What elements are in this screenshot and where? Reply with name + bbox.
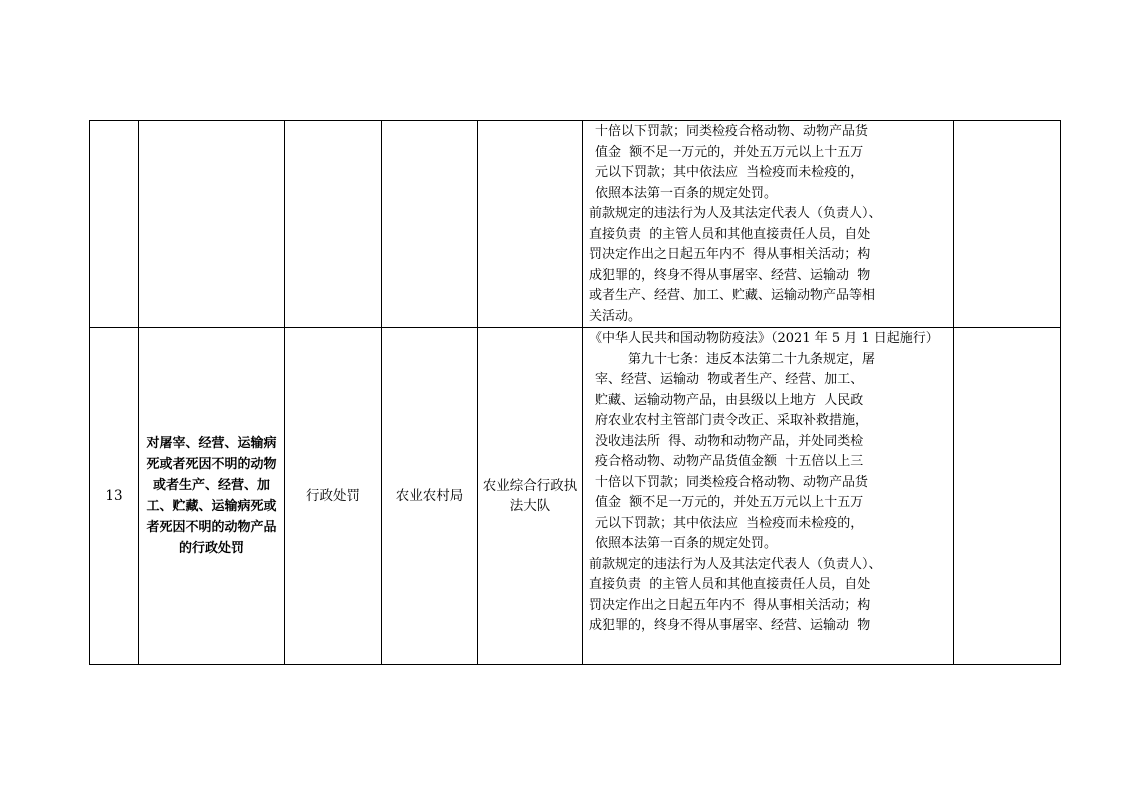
remark-cell [954, 121, 1061, 328]
matter-cell [139, 121, 285, 328]
law-line: 直接负责 的主管人员和其他直接责任人员，自处 [589, 577, 871, 592]
penalty-table [89, 120, 1061, 665]
law-line: 成犯罪的，终身不得从事屠宰、经营、运输动 物 [589, 618, 871, 633]
law-title: 《中华人民共和国动物防疫法》（2021 年 5 月 1 日起施行） [589, 331, 939, 346]
matter-cell: 对屠宰、经营、运输病死或者死因不明的动物或者生产、经营、加工、贮藏、运输病死或者死因不明的动物产品的行政处罚 [139, 328, 285, 665]
law-line: 关活动。 [589, 308, 642, 324]
law-line: 第九十七条：违反本法第二十九条规定，屠 [628, 351, 876, 367]
law-basis-cell [583, 121, 954, 328]
law-line: 成犯罪的，终身不得从事屠宰、经营、运输动 物 [589, 267, 871, 283]
law-line: 前款规定的违法行为人及其法定代表人（负责人）、 [589, 206, 882, 221]
law-line: 前款规定的违法行为人及其法定代表人（负责人）、 [589, 556, 882, 572]
law-line: 府农业农村主管部门责令改正、采取补救措施， [595, 413, 869, 428]
table-row [90, 121, 1061, 328]
law-line: 十倍以下罚款；同类检疫合格动物、动物产品货 [595, 124, 869, 139]
seq-cell: 13 [90, 328, 139, 665]
law-line: 疫合格动物、动物产品货值金额 十五倍以上三 [595, 454, 864, 469]
law-line: 元以下罚款；其中依法应 当检疫而未检疫的， [595, 165, 864, 180]
law-line: 依照本法第一百条的规定处罚。 [595, 185, 778, 201]
law-line: 罚决定作出之日起五年内不 得从事相关活动；构 [589, 597, 871, 613]
law-line: 没收违法所 得、动物和动物产品，并处同类检 [595, 433, 864, 449]
law-line: 十倍以下罚款；同类检疫合格动物、动物产品货 [595, 474, 869, 490]
department-cell: 农业农村局 [382, 328, 478, 665]
law-line: 直接负责 的主管人员和其他直接责任人员，自处 [589, 226, 871, 242]
law-basis-cell [583, 328, 954, 665]
seq-cell [90, 121, 139, 328]
law-line: 宰、经营、运输动 物或者生产、经营、加工、 [595, 372, 864, 387]
executor-cell: 农业综合行政执法大队 [478, 328, 583, 665]
law-line: 罚决定作出之日起五年内不 得从事相关活动；构 [589, 247, 871, 262]
department-cell [382, 121, 478, 328]
law-line: 贮藏、运输动物产品，由县级以上地方 人民政 [595, 392, 864, 408]
table-row [90, 328, 1061, 665]
category-cell [285, 121, 382, 328]
law-line: 或者生产、经营、加工、贮藏、运输动物产品等相 [589, 288, 876, 303]
law-line: 依照本法第一百条的规定处罚。 [595, 536, 778, 551]
category-cell: 行政处罚 [285, 328, 382, 665]
remark-cell [954, 328, 1061, 665]
law-line: 值金 额不足一万元的，并处五万元以上十五万 [595, 144, 864, 160]
law-line: 值金 额不足一万元的，并处五万元以上十五万 [595, 495, 864, 510]
executor-cell [478, 121, 583, 328]
law-line: 元以下罚款；其中依法应 当检疫而未检疫的， [595, 515, 864, 531]
